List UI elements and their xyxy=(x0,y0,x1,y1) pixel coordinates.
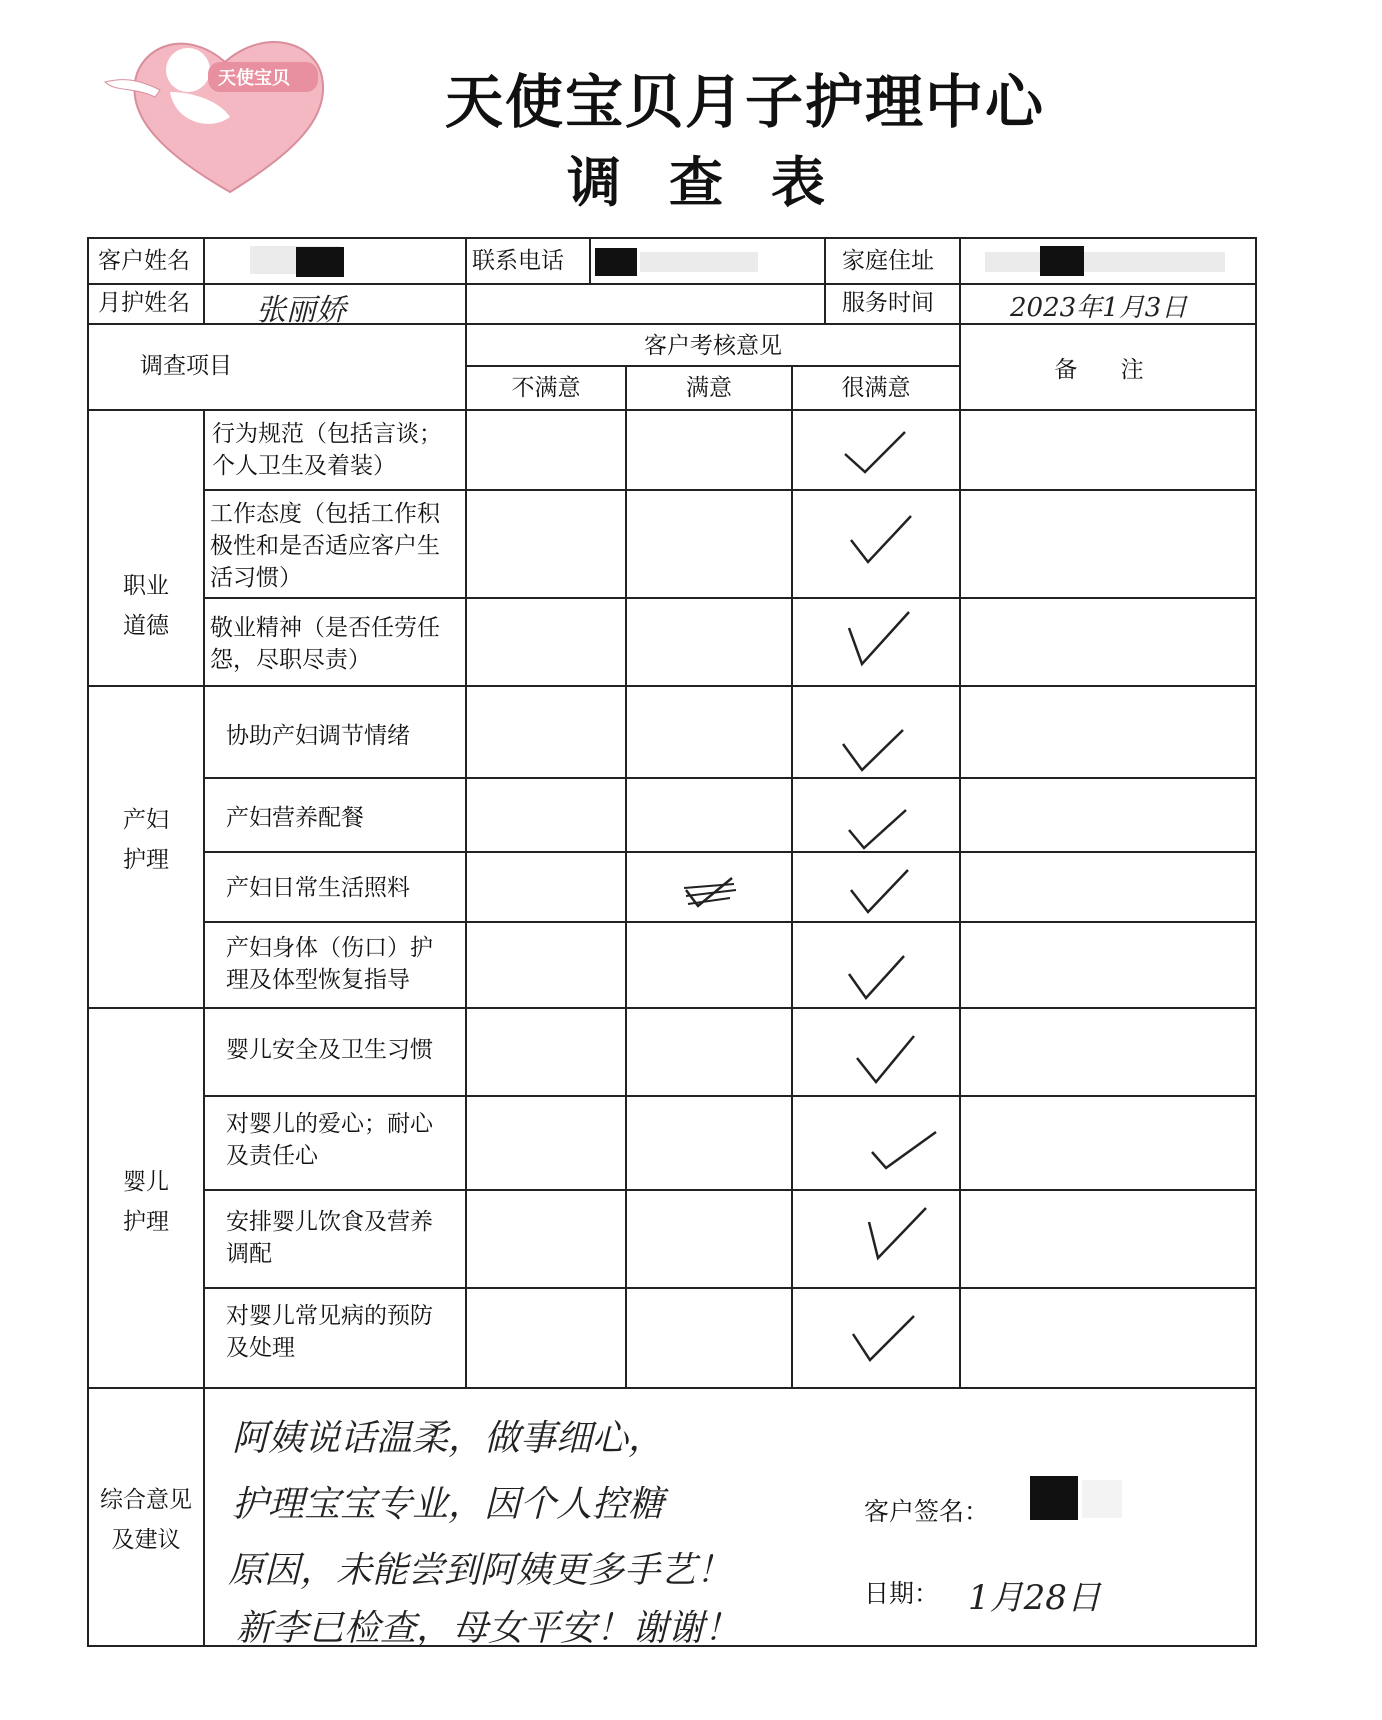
nurse-name-value: 张丽娇 xyxy=(256,293,346,328)
redacted-address xyxy=(1040,246,1084,276)
comment-line-1: 阿姨说话温柔，做事细心， xyxy=(232,1418,665,1459)
item-attitude: 工作态度（包括工作积 极性和是否适应客户生 活习惯） xyxy=(210,501,440,591)
check-mark-icon xyxy=(870,1122,940,1182)
redacted-phone xyxy=(595,248,637,276)
item-daily-care: 产妇日常生活照料 xyxy=(226,875,410,901)
group-label-mother-care: 产妇 护理 xyxy=(123,807,169,873)
very-satisfied-header: 很满意 xyxy=(841,375,911,401)
item-baby-feeding: 安排婴儿饮食及营养 调配 xyxy=(226,1209,433,1267)
date-label: 日期： xyxy=(864,1579,940,1608)
page-title: 天使宝贝月子护理中心 xyxy=(444,68,1045,136)
item-baby-illness: 对婴儿常见病的预防 及处理 xyxy=(226,1303,433,1361)
check-mark-icon xyxy=(844,608,914,668)
check-mark-icon xyxy=(848,1308,918,1368)
item-baby-safety: 婴儿安全及卫生习惯 xyxy=(226,1037,433,1063)
nurse-name-label: 月护姓名 xyxy=(98,290,190,316)
item-nutrition: 产妇营养配餐 xyxy=(226,805,364,831)
address-label: 家庭住址 xyxy=(842,248,934,274)
signature-label: 客户签名： xyxy=(864,1497,990,1526)
date-value: 1月28日 xyxy=(968,1578,1101,1618)
redacted-address-blur xyxy=(985,252,1225,272)
item-emotion: 协助产妇调节情绪 xyxy=(226,723,410,749)
comment-line-3: 原因，未能尝到阿姨更多手艺！ xyxy=(228,1550,733,1591)
service-time-label: 服务时间 xyxy=(842,290,934,316)
check-mark-icon xyxy=(844,796,914,856)
crossed-out-check-icon xyxy=(682,870,752,930)
item-dedication: 敬业精神（是否任劳任 怨，尽职尽责） xyxy=(210,615,440,673)
opinion-header: 客户考核意见 xyxy=(644,333,782,359)
page-subtitle: 调查表 xyxy=(567,151,873,214)
item-baby-love: 对婴儿的爱心；耐心 及责任心 xyxy=(226,1111,433,1169)
survey-item-header: 调查项目 xyxy=(140,353,232,379)
service-time-value: 2023年1月3日 xyxy=(1010,293,1188,323)
phone-label: 联系电话 xyxy=(472,248,564,274)
check-mark-icon xyxy=(852,1030,922,1090)
group-label-ethics: 职业 道德 xyxy=(123,573,169,639)
redacted-signature-blur xyxy=(1082,1480,1122,1518)
check-mark-icon xyxy=(846,510,916,570)
check-mark-icon xyxy=(840,424,910,484)
unsatisfied-header: 不满意 xyxy=(511,375,581,401)
comments-label: 综合意见 及建议 xyxy=(100,1487,192,1553)
redacted-phone-blur xyxy=(640,252,758,272)
redacted-customer-name xyxy=(296,247,344,277)
check-mark-icon xyxy=(844,946,914,1006)
comment-line-4: 新李已检查，母女平安！谢谢！ xyxy=(236,1608,741,1649)
check-mark-icon xyxy=(846,862,916,922)
redacted-signature xyxy=(1030,1476,1078,1520)
item-recovery: 产妇身体（伤口）护 理及体型恢复指导 xyxy=(226,935,433,993)
customer-name-label: 客户姓名 xyxy=(98,248,190,274)
remarks-header: 备 注 xyxy=(1054,357,1162,383)
check-mark-icon xyxy=(864,1202,934,1262)
logo-text: 天使宝贝 xyxy=(218,68,290,89)
group-label-baby-care: 婴儿 护理 xyxy=(123,1169,169,1235)
item-behavior: 行为规范（包括言谈； 个人卫生及着装） xyxy=(212,421,442,479)
satisfied-header: 满意 xyxy=(686,375,732,401)
comment-line-2: 护理宝宝专业，因个人控糖 xyxy=(232,1484,665,1525)
check-mark-icon xyxy=(838,720,908,780)
